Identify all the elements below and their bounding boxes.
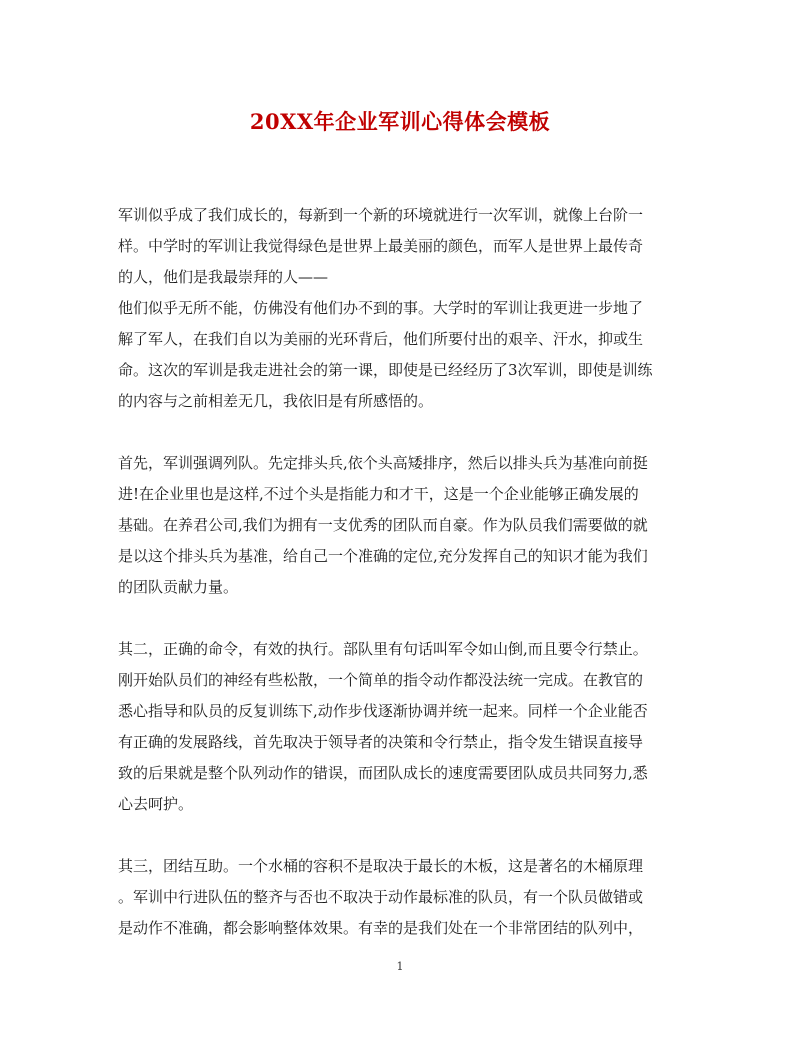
text-line: 刚开始队员们的神经有些松散，一个简单的指令动作都没法统一完成。在教官的: [118, 671, 644, 689]
paragraph-1: [118, 200, 684, 417]
text-line: 首先，军训强调列队。先定排头兵,依个头高矮排序，然后以排头兵为基准向前挺: [118, 454, 648, 472]
text-line: 悉心指导和队员的反复训练下,动作步伐逐渐协调并统一起来。同样一个企业能否: [118, 702, 648, 720]
paragraph-4: [118, 851, 684, 944]
text-line: 。军训中行进队伍的整齐与否也不取决于动作最标准的队员，有一个队员做错或: [118, 888, 644, 906]
text-line: 命。这次的军训是我走进社会的第一课，即使是已经经历了3次军训，即使是训练: [118, 361, 653, 379]
text-line: 心去呵护。: [118, 795, 194, 813]
text-line: 致的后果就是整个队列动作的错误，而团队成长的速度需要团队成员共同努力,悉: [118, 764, 648, 782]
paragraph-3: [118, 634, 684, 820]
page-number: 1: [396, 960, 404, 973]
text-line: 军训似乎成了我们成长的，每新到一个新的环境就进行一次军训，就像上台阶一: [118, 206, 644, 224]
text-line: 样。中学时的军训让我觉得绿色是世界上最美丽的颜色，而军人是世界上最传奇: [118, 237, 644, 255]
text-line: 是动作不准确，都会影响整体效果。有幸的是我们处在一个非常团结的队列中，: [118, 919, 644, 937]
text-line: 的内容与之前相差无几，我依旧是有所感悟的。: [118, 392, 434, 410]
text-line: 其三，团结互助。一个水桶的容积不是取决于最长的木板，这是著名的木桶原理: [118, 857, 644, 875]
text-line: 解了军人，在我们自以为美丽的光环背后，他们所要付出的艰辛、汗水，抑或生: [118, 330, 644, 348]
text-line: 其二，正确的命令，有效的执行。部队里有句话叫军令如山倒,而且要令行禁止。: [118, 640, 648, 658]
text-line: 的人，他们是我最崇拜的人——: [118, 268, 329, 286]
document-title: 20XX年企业军训心得体会模板: [249, 109, 551, 134]
text-line: 有正确的发展路线，首先取决于领导者的决策和令行禁止，指令发生错误直接导: [118, 733, 644, 751]
document-body: [118, 200, 684, 975]
text-line: 基础。在养君公司,我们为拥有一支优秀的团队而自豪。作为队员我们需要做的就: [118, 516, 648, 534]
text-line: 他们似乎无所不能，仿佛没有他们办不到的事。大学时的军训让我更进一步地了: [118, 299, 644, 317]
text-line: 的团队贡献力量。: [118, 578, 239, 596]
paragraph-2: [118, 448, 684, 603]
text-line: 是以这个排头兵为基准，给自己一个准确的定位,充分发挥自己的知识才能为我们: [118, 547, 648, 565]
text-line: 进!在企业里也是这样,不过个头是指能力和才干，这是一个企业能够正确发展的: [118, 485, 639, 503]
